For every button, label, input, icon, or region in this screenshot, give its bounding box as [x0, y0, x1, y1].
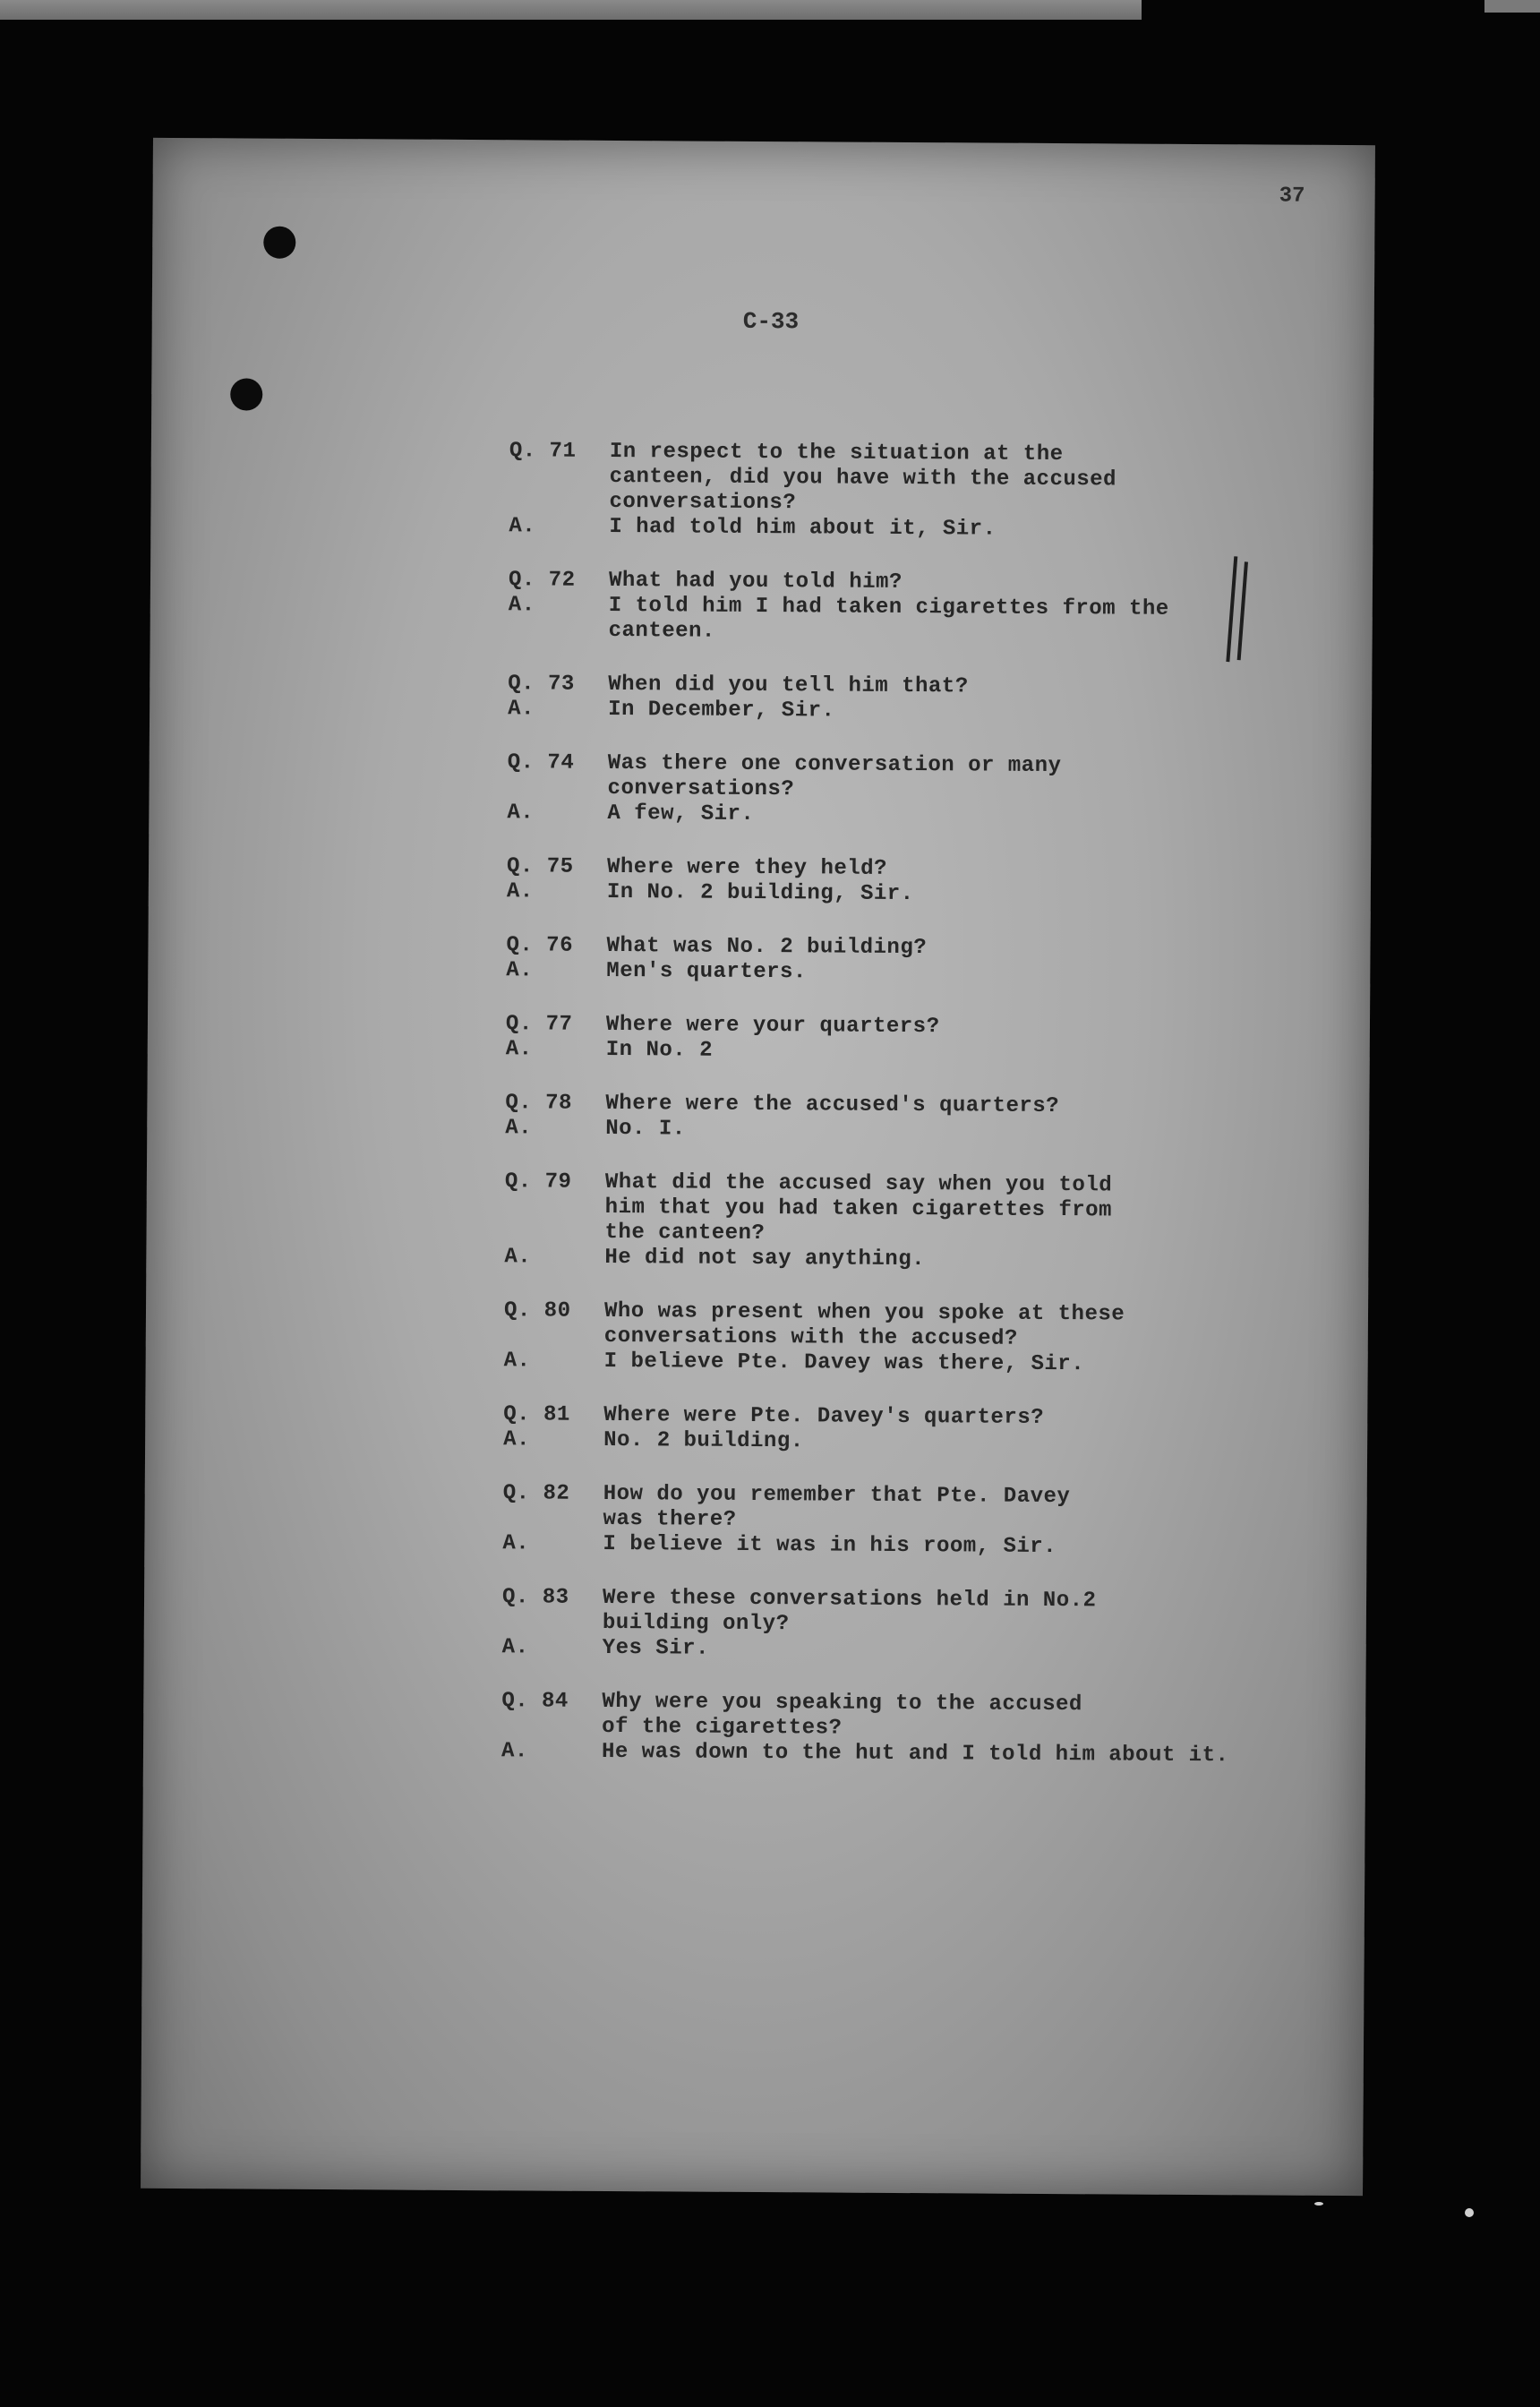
question-line: [502, 1585, 1344, 1640]
answer-line: [505, 1116, 1347, 1146]
scan-speck: [1314, 2202, 1323, 2206]
question-text: Where were your quarters?: [605, 1012, 940, 1040]
question-label: Q. 76: [506, 933, 574, 958]
qa-entry: [502, 1481, 1344, 1562]
answer-label: A.: [500, 1739, 528, 1764]
answer-label: A.: [506, 958, 534, 983]
question-line: [504, 1298, 1346, 1354]
answer-line: [508, 697, 1349, 727]
answer-line: [507, 801, 1348, 831]
question-text: Why were you speaking to the accused of the cigarettes?: [602, 1689, 1082, 1741]
answer-text: In December, Sir.: [608, 697, 835, 724]
answer-text: He was down to the hut and I told him about it.: [601, 1739, 1229, 1769]
question-text: Who was present when you spoke at these conversations with the accused?: [603, 1298, 1125, 1351]
question-text: Where were the accused's quarters?: [605, 1091, 1060, 1119]
question-label: Q. 79: [504, 1169, 572, 1195]
question-text: What did the accused say when you told him that you had taken cigarettes from the canteen?: [604, 1169, 1113, 1246]
answer-label: A.: [505, 1116, 533, 1141]
answer-line: [506, 958, 1348, 989]
answer-line: [509, 593, 1350, 648]
answer-text: He did not say anything.: [604, 1245, 926, 1272]
question-label: Q. 80: [503, 1298, 571, 1323]
answer-text: In No. 2 building, Sir.: [606, 879, 914, 907]
question-label: Q. 84: [501, 1689, 569, 1714]
question-text: When did you tell him that?: [608, 672, 969, 699]
qa-entry: [507, 854, 1348, 910]
qa-entry: [509, 439, 1351, 544]
qa-entry: [503, 1402, 1345, 1458]
answer-line: [509, 514, 1350, 544]
answer-text: No. I.: [605, 1116, 686, 1142]
question-label: Q. 73: [508, 672, 575, 697]
answer-text: Yes Sir.: [602, 1635, 710, 1661]
question-line: [509, 439, 1350, 519]
answer-label: A.: [503, 1349, 531, 1374]
answer-label: A.: [502, 1531, 530, 1556]
question-text: In respect to the situation at the canteen, did you have with the accused conversations?: [609, 439, 1117, 516]
answer-line: [504, 1245, 1346, 1275]
question-line: [507, 750, 1348, 806]
page-number: 37: [1279, 184, 1305, 209]
qa-entry: [501, 1689, 1343, 1769]
scan-speck: [1465, 2208, 1474, 2217]
qa-entry: [504, 1298, 1346, 1379]
question-label: Q. 71: [509, 439, 577, 464]
question-text: What had you told him?: [608, 568, 903, 595]
question-label: Q. 81: [503, 1402, 570, 1427]
punch-hole: [263, 227, 295, 259]
answer-label: A.: [505, 1037, 533, 1062]
question-label: Q. 72: [508, 568, 576, 593]
answer-label: A.: [507, 801, 535, 826]
answer-text: I believe Pte. Davey was there, Sir.: [603, 1349, 1085, 1377]
question-text: Where were Pte. Davey's quarters?: [603, 1402, 1045, 1430]
question-label: Q. 74: [507, 750, 575, 775]
question-label: Q. 75: [506, 854, 574, 879]
answer-label: A.: [501, 1635, 529, 1660]
answer-line: [503, 1427, 1345, 1458]
document-page: [141, 138, 1375, 2196]
question-label: Q. 78: [505, 1091, 573, 1116]
answer-text: I told him I had taken cigarettes from the canteen.: [608, 593, 1169, 644]
answer-line: [504, 1349, 1346, 1379]
answer-line: [507, 879, 1348, 910]
question-text: Were these conversations held in No.2 building only?: [602, 1585, 1097, 1637]
answer-label: A.: [509, 514, 536, 539]
question-text: Was there one conversation or many conversations?: [607, 750, 1062, 802]
answer-line: [502, 1635, 1344, 1666]
punch-hole: [230, 378, 262, 410]
answer-label: A.: [506, 879, 534, 904]
answer-text: I believe it was in his room, Sir.: [603, 1531, 1057, 1560]
answer-text: Men's quarters.: [606, 958, 807, 985]
answer-text: A few, Sir.: [607, 801, 755, 827]
question-line: [504, 1169, 1346, 1250]
document-code: C-33: [742, 307, 800, 336]
question-label: Q. 83: [501, 1585, 569, 1610]
answer-line: [501, 1739, 1343, 1769]
qa-entry: [502, 1585, 1344, 1666]
answer-label: A.: [504, 1245, 532, 1270]
testimony-transcript: [501, 439, 1351, 1798]
question-label: Q. 77: [505, 1012, 573, 1037]
qa-entry: [505, 1091, 1347, 1146]
qa-entry: [506, 1012, 1348, 1067]
answer-label: A.: [508, 593, 535, 618]
qa-entry: [504, 1169, 1347, 1275]
question-label: Q. 82: [502, 1481, 570, 1506]
answer-label: A.: [503, 1427, 531, 1452]
question-text: Where were they held?: [606, 854, 888, 881]
answer-text: I had told him about it, Sir.: [609, 514, 997, 542]
answer-text: No. 2 building.: [603, 1427, 804, 1454]
previous-page-edge: [0, 0, 1142, 20]
scan-frame-edge: [1484, 0, 1540, 13]
question-text: What was No. 2 building?: [606, 933, 928, 961]
answer-line: [506, 1037, 1348, 1067]
answer-text: In No. 2: [605, 1037, 714, 1063]
answer-label: A.: [508, 697, 535, 722]
answer-line: [502, 1531, 1344, 1562]
qa-entry: [508, 672, 1349, 727]
qa-entry: [506, 933, 1348, 989]
qa-entry: [507, 750, 1348, 831]
question-line: [503, 1481, 1345, 1537]
question-line: [501, 1689, 1343, 1744]
qa-entry: [509, 568, 1350, 648]
question-text: How do you remember that Pte. Davey was there?: [603, 1481, 1071, 1532]
